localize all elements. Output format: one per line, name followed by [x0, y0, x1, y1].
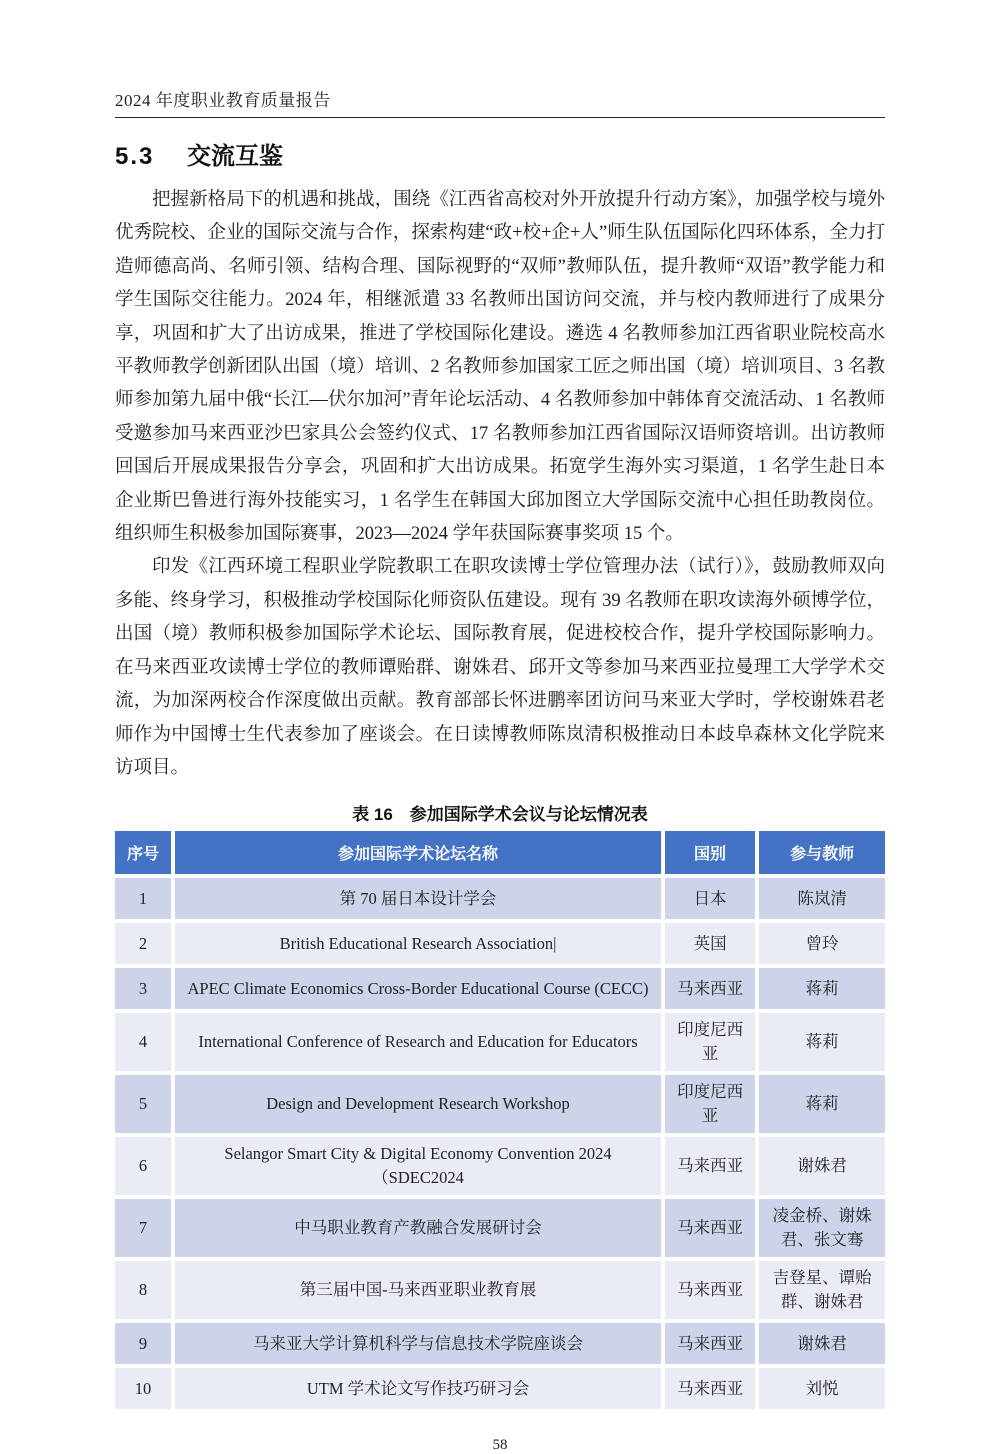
running-header: 2024 年度职业教育质量报告 — [115, 91, 331, 110]
cell-teacher: 刘悦 — [759, 1368, 885, 1409]
table-container — [115, 827, 885, 1413]
cell-teacher: 吉登星、谭贻群、谢姝君 — [759, 1261, 885, 1319]
table-row — [115, 1261, 885, 1319]
cell-index: 9 — [115, 1323, 171, 1364]
cell-index: 7 — [115, 1199, 171, 1257]
cell-country: 马来西亚 — [665, 1137, 755, 1195]
cell-teacher: 凌金桥、谢姝君、张文骞 — [759, 1199, 885, 1257]
cell-index: 1 — [115, 878, 171, 919]
table-row — [115, 1199, 885, 1257]
cell-country: 日本 — [665, 878, 755, 919]
table-caption: 表 16 参加国际学术会议与论坛情况表 — [352, 805, 648, 825]
paragraph-1: 把握新格局下的机遇和挑战，围绕《江西省高校对外开放提升行动方案》，加强学校与境外优秀院校、企业的国际交流与合作，探索构建“政+校+企+人”师生队伍国际化四环体系，全力打造师德高尚、名师引领、结构合理、国际视野的“双师”教师队伍，提升教师“双语”教学能力和学生国际交往能力。2024 年，相继派遣 33 名教师出国访问交流，并与校内教师进行了成果分享，巩固和扩大了出访成果，推进了学校国际化建设。遴选 4 名教师参加江西省职业院校高水平教师教学创新团队出国（境）培训、2 名教师参加国家工匠之师出国（境）培训项目、3 名教师参加第九届中俄“长江—伏尔加河”青年论坛活动、4 名教师参加中韩体育交流活动、1 名教师受邀参加马来西亚沙巴家具公会签约仪式、17 名教师参加江西省国际汉语师资培训。出访教师回国后开展成果报告分享会，巩固和扩大出访成果。拓宽学生海外实习渠道，1 名学生赴日本企业斯巴鲁进行海外技能实习，1 名学生在韩国大邱加图立大学国际交流中心担任助教岗位。组织师生积极参加国际赛事，2023—2024 学年获国际赛事奖项 15 个。 — [115, 190, 885, 545]
section-number: 5.3 — [115, 143, 155, 170]
cell-teacher: 曾玲 — [759, 923, 885, 964]
section-heading — [115, 136, 885, 171]
table-row — [115, 968, 885, 1009]
cell-name: UTM 学术论文写作技巧研习会 — [175, 1368, 661, 1409]
cell-name: APEC Climate Economics Cross-Border Educational Course (CECC) — [175, 968, 661, 1009]
cell-name: International Conference of Research and Education for Educators — [175, 1013, 661, 1071]
cell-index: 4 — [115, 1013, 171, 1071]
cell-country: 马来西亚 — [665, 968, 755, 1009]
cell-country: 英国 — [665, 923, 755, 964]
cell-index: 3 — [115, 968, 171, 1009]
cell-country: 马来西亚 — [665, 1199, 755, 1257]
col-header-name: 参加国际学术论坛名称 — [175, 831, 661, 874]
cell-name: 马来亚大学计算机科学与信息技术学院座谈会 — [175, 1323, 661, 1364]
table-header-row — [115, 831, 885, 874]
table-row — [115, 1368, 885, 1409]
cell-name: British Educational Research Association| — [175, 923, 661, 964]
col-header-teacher: 参与教师 — [759, 831, 885, 874]
table-row — [115, 1137, 885, 1195]
cell-teacher: 蒋莉 — [759, 1075, 885, 1133]
cell-country: 印度尼西亚 — [665, 1075, 755, 1133]
paragraph-2: 印发《江西环境工程职业学院教职工在职攻读博士学位管理办法（试行）》，鼓励教师双向多能、终身学习，积极推动学校国际化师资队伍建设。现有 39 名教师在职攻读海外硕博学位，出国（境）教师积极参加国际学术论坛、国际教育展，促进校校合作，提升学校国际影响力。在马来西亚攻读博士学位的教师谭贻群、谢姝君、邱开文等参加马来西亚拉曼理工大学学术交流，为加深两校合作深度做出贡献。教育部部长怀进鹏率团访问马来亚大学时，学校谢姝君老师作为中国博士生代表参加了座谈会。在日读博教师陈岚清积极推动日本歧阜森林文化学院来访项目。 — [115, 557, 885, 778]
header-rule — [115, 117, 885, 118]
cell-country: 印度尼西亚 — [665, 1013, 755, 1071]
cell-name: Design and Development Research Workshop — [175, 1075, 661, 1133]
col-header-country: 国别 — [665, 831, 755, 874]
cell-name: 第 70 届日本设计学会 — [175, 878, 661, 919]
cell-country: 马来西亚 — [665, 1323, 755, 1364]
table-row — [115, 1075, 885, 1133]
cell-teacher: 蒋莉 — [759, 968, 885, 1009]
table-row — [115, 923, 885, 964]
cell-country: 马来西亚 — [665, 1368, 755, 1409]
conference-table — [111, 827, 889, 1413]
col-header-index: 序号 — [115, 831, 171, 874]
cell-index: 5 — [115, 1075, 171, 1133]
cell-name: 中马职业教育产教融合发展研讨会 — [175, 1199, 661, 1257]
cell-index: 6 — [115, 1137, 171, 1195]
cell-name: Selangor Smart City & Digital Economy Convention 2024 （SDEC2024 — [175, 1137, 661, 1195]
section-title: 交流互鉴 — [187, 143, 284, 170]
cell-index: 2 — [115, 923, 171, 964]
cell-index: 10 — [115, 1368, 171, 1409]
cell-teacher: 蒋莉 — [759, 1013, 885, 1071]
page-number: 58 — [492, 1437, 508, 1454]
cell-index: 8 — [115, 1261, 171, 1319]
table-row — [115, 878, 885, 919]
table-row — [115, 1323, 885, 1364]
cell-teacher: 谢姝君 — [759, 1323, 885, 1364]
cell-teacher: 陈岚清 — [759, 878, 885, 919]
cell-country: 马来西亚 — [665, 1261, 755, 1319]
table-row — [115, 1013, 885, 1071]
cell-teacher: 谢姝君 — [759, 1137, 885, 1195]
cell-name: 第三届中国-马来西亚职业教育展 — [175, 1261, 661, 1319]
